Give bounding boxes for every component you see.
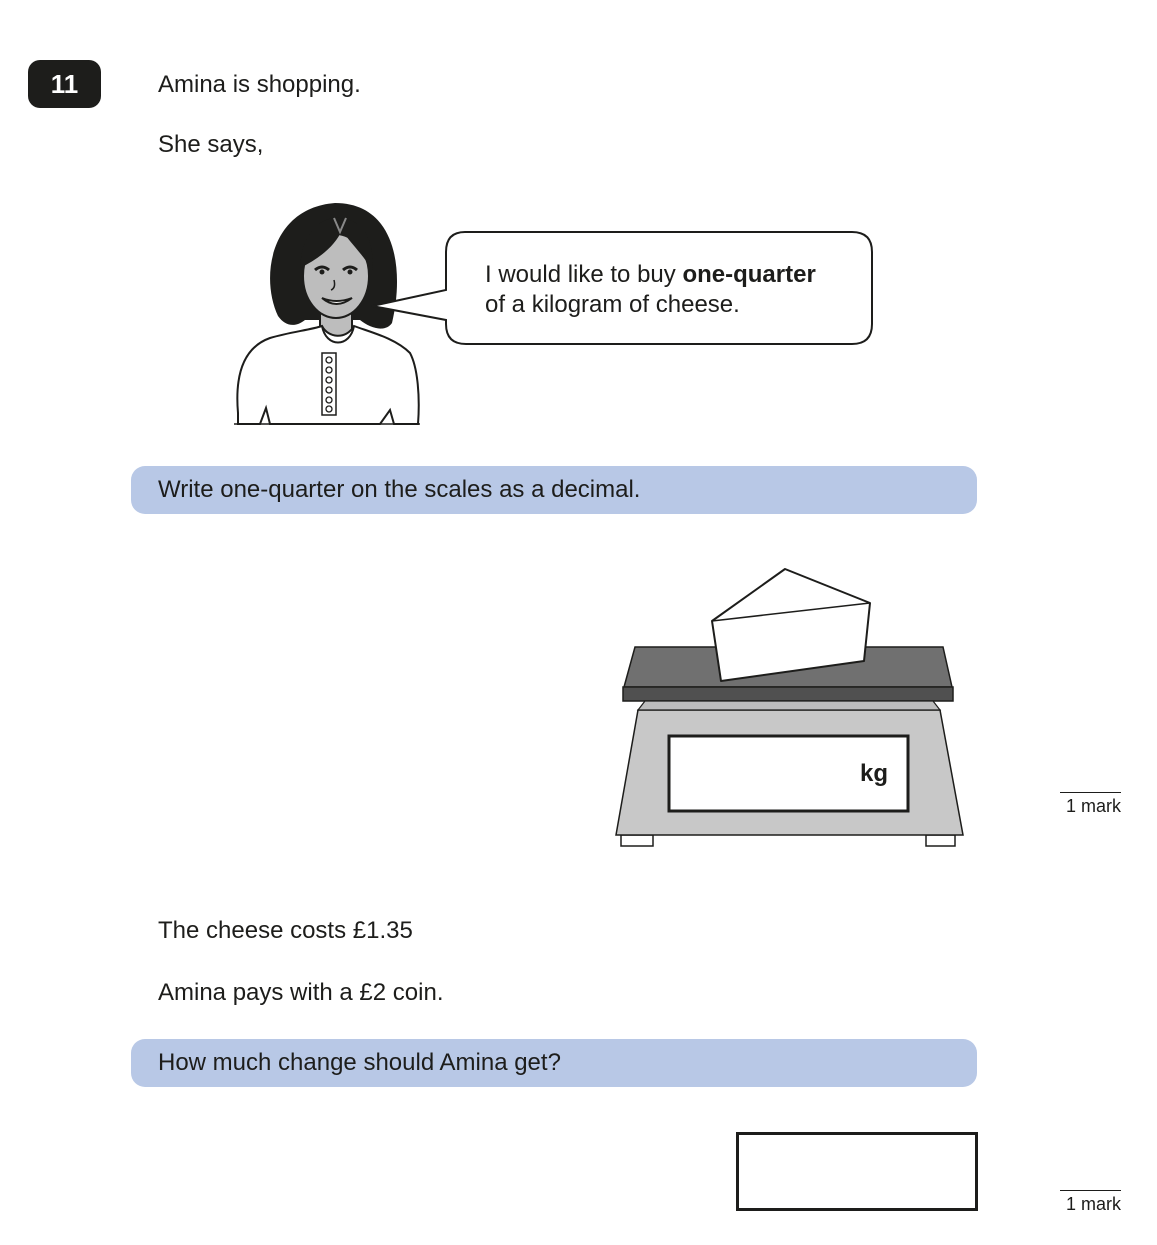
change-answer-box[interactable] [736,1132,978,1211]
prompt-part-b [131,1039,977,1087]
speech-line1: I would like to buy [485,261,683,288]
question-number: 11 [28,60,101,108]
prompt-part-b-text: How much change should Amina get? [158,1049,561,1076]
cheese-icon [712,569,870,681]
prompt-part-a [131,466,977,514]
intro-text: Amina is shopping. [158,71,361,98]
speech-line2: of a kilogram of cheese. [485,291,740,318]
speech-bubble-text [485,260,816,320]
prompt-part-a-text: Write one-quarter on the scales as a decimal. [158,476,641,503]
says-text: She says, [158,131,264,158]
cheese-cost-text: The cheese costs £1.35 [158,917,413,944]
payment-text: Amina pays with a £2 coin. [158,979,444,1006]
kg-unit-label: kg [860,760,889,787]
speech-bold-word: one-quarter [682,261,816,288]
mark-label-a: 1 mark [1060,792,1121,817]
mark-label-b: 1 mark [1060,1190,1121,1215]
